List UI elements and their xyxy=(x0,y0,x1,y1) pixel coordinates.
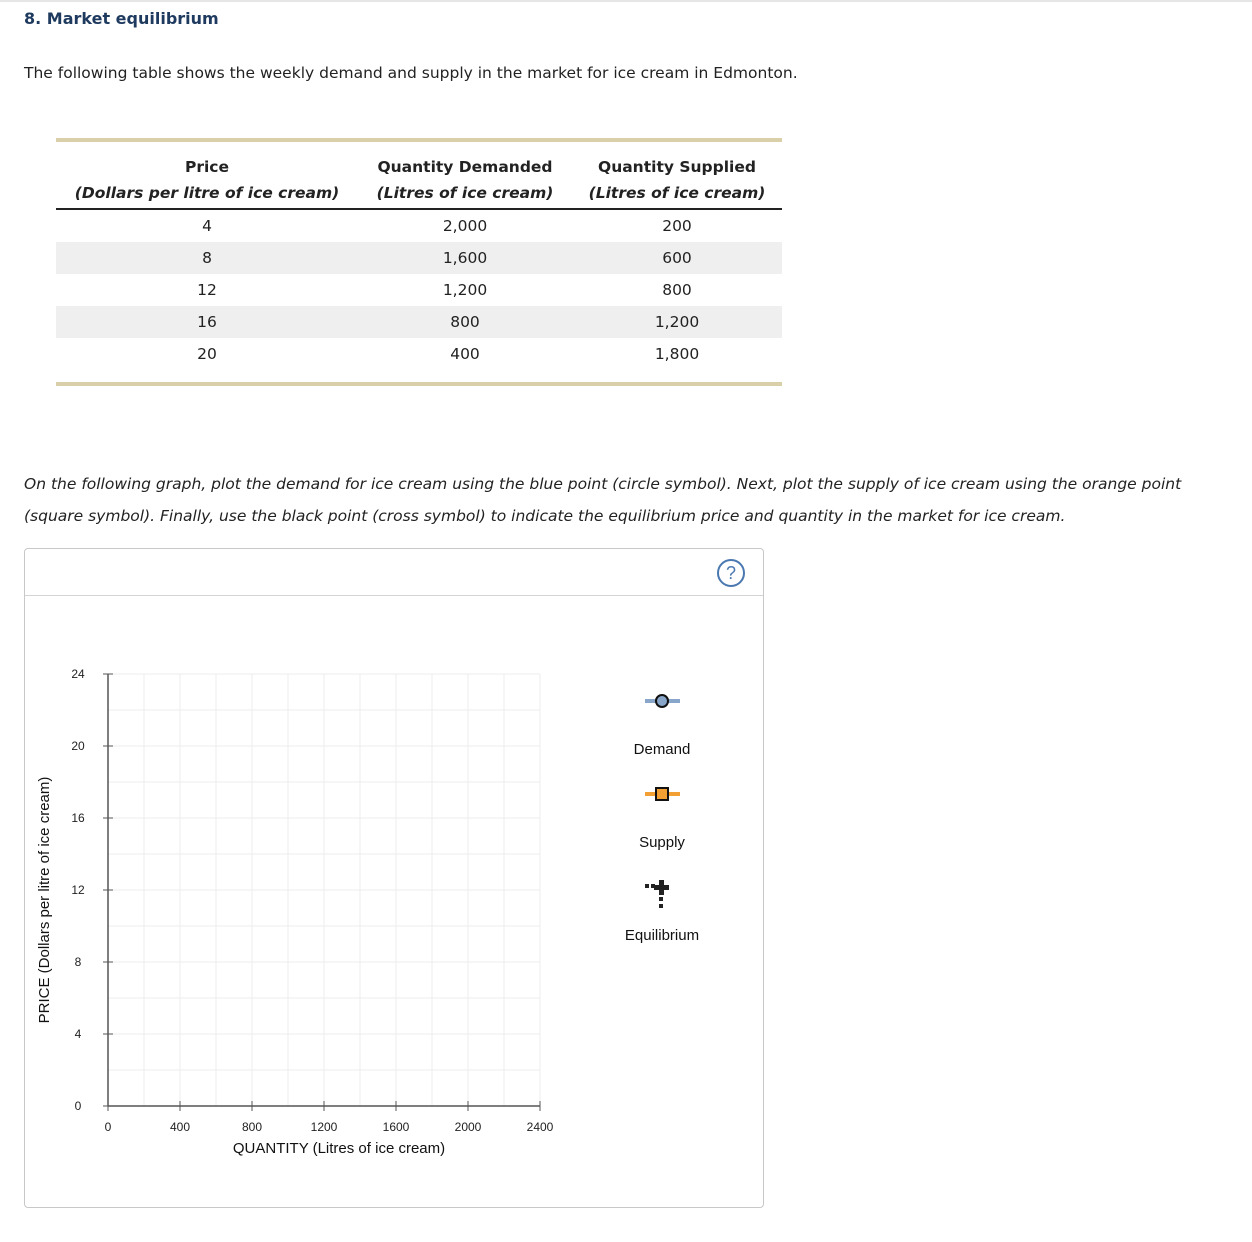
table-row xyxy=(56,242,782,274)
header-quantity-demanded: Quantity Demanded xyxy=(377,158,553,176)
price-cell: 16 xyxy=(56,306,358,338)
price-cell: 20 xyxy=(197,345,217,363)
x-tick-label: 400 xyxy=(169,1120,191,1134)
graph-instructions: On the following graph, plot the demand for ice cream using the blue point (circle symbol). Next, plot the supply of ice cream using the orange point (square symbol). Finally, use the black point (cross symbol) to indicate the equilibrium price and quantity in the market for ice cream. xyxy=(24,475,1182,525)
question-title: 8. Market equilibrium xyxy=(24,9,219,28)
x-tick-label: 1200 xyxy=(310,1120,338,1134)
supply-demand-table xyxy=(56,138,782,386)
legend-equilibrium[interactable] xyxy=(625,880,699,944)
quantity-demanded-cell: 800 xyxy=(358,306,572,338)
y-tick-label: 16 xyxy=(71,811,85,825)
graph-canvas[interactable] xyxy=(25,549,763,1207)
x-tick-label: 0 xyxy=(104,1120,112,1134)
quantity-supplied-cell: 600 xyxy=(572,242,782,274)
quantity-supplied-cell: 800 xyxy=(662,281,692,299)
supply-square-icon[interactable] xyxy=(656,788,668,800)
y-tick-label: 0 xyxy=(74,1099,82,1113)
header-demanded-unit: (Litres of ice cream) xyxy=(358,180,572,209)
y-axis-label: PRICE (Dollars per litre of ice cream) xyxy=(36,776,53,1024)
header-price: Price xyxy=(184,158,230,176)
quantity-supplied-cell: 1,800 xyxy=(654,345,700,363)
quantity-demanded-cell: 2,000 xyxy=(442,217,488,235)
intro-text: The following table shows the weekly demand and supply in the market for ice cream in Edmonton. xyxy=(24,64,798,82)
price-cell: 12 xyxy=(197,281,217,299)
quantity-demanded-cell: 1,600 xyxy=(358,242,572,274)
y-tick-label: 8 xyxy=(74,955,82,969)
price-cell: 4 xyxy=(202,217,212,235)
equilibrium-cross-icon[interactable] xyxy=(654,880,669,895)
header-price-unit: (Dollars per litre of ice cream) xyxy=(56,180,358,209)
table-row xyxy=(56,209,782,242)
help-button[interactable]: ? xyxy=(717,559,745,587)
demand-circle-icon[interactable] xyxy=(656,695,668,707)
plot-grid xyxy=(108,674,540,1106)
x-tick-label: 2000 xyxy=(454,1120,482,1134)
y-tick-label: 4 xyxy=(74,1027,82,1041)
quantity-demanded-cell: 1,200 xyxy=(442,281,488,299)
price-cell: 8 xyxy=(56,242,358,274)
top-divider xyxy=(0,0,1252,2)
y-tick-label: 20 xyxy=(71,739,85,753)
x-tick-label: 2400 xyxy=(526,1120,554,1134)
legend-demand-label: Demand xyxy=(633,741,691,758)
graph-panel xyxy=(24,548,764,1208)
legend-supply[interactable] xyxy=(639,788,685,851)
y-tick-label: 24 xyxy=(71,667,85,681)
legend-equilibrium-label: Equilibrium xyxy=(624,927,700,944)
equilibrium-dash-icon xyxy=(645,884,649,888)
quantity-supplied-cell: 1,200 xyxy=(572,306,782,338)
legend-supply-label: Supply xyxy=(639,834,685,851)
x-tick-label: 800 xyxy=(241,1120,263,1134)
header-quantity-supplied: Quantity Supplied xyxy=(598,158,756,176)
equilibrium-dash-icon xyxy=(659,904,663,908)
legend-demand[interactable] xyxy=(634,695,691,758)
table-row xyxy=(56,274,782,306)
quantity-supplied-cell: 200 xyxy=(662,217,692,235)
y-tick-label: 12 xyxy=(71,883,85,897)
x-tick-label: 1600 xyxy=(382,1120,410,1134)
header-supplied-unit: (Litres of ice cream) xyxy=(572,180,782,209)
x-axis-label: QUANTITY (Litres of ice cream) xyxy=(232,1140,446,1157)
quantity-demanded-cell: 400 xyxy=(450,345,480,363)
equilibrium-dash-icon xyxy=(659,897,663,901)
table-row xyxy=(56,306,782,338)
table-row xyxy=(56,338,782,384)
